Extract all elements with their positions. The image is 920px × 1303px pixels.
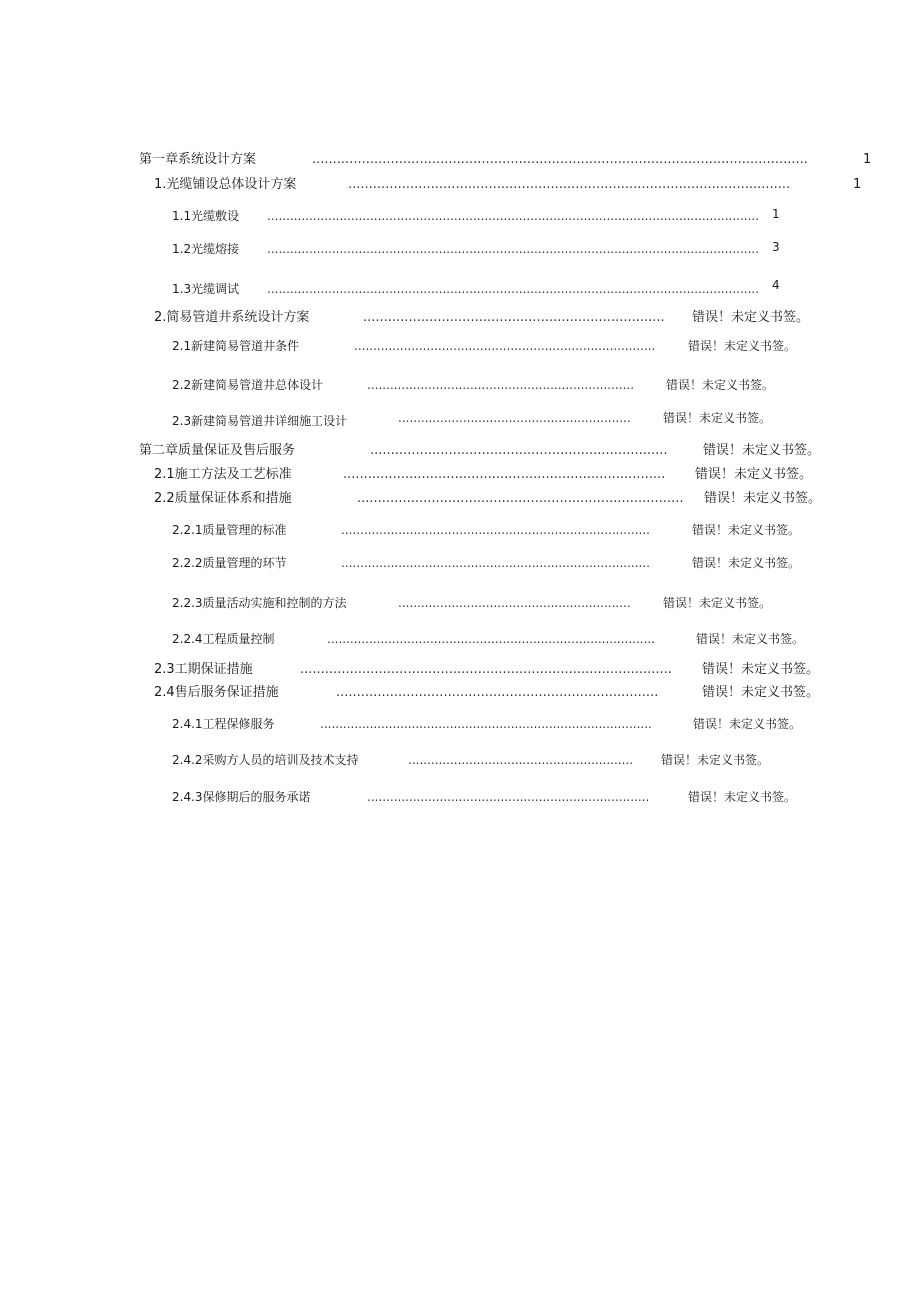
toc-entry-page: 4 xyxy=(772,278,780,292)
toc-entry-leader: ................................................................................................................................. xyxy=(267,210,760,222)
toc-entry-page: 错误！未定义书签。 xyxy=(695,467,813,482)
toc-entry-page: 1 xyxy=(853,177,862,192)
toc-entry-title: 2.1施工方法及工艺标准 xyxy=(154,467,292,482)
toc-entry-title: 2.4.2采购方人员的培训及技术支持 xyxy=(172,753,359,767)
toc-entry-leader: ............................................................. xyxy=(398,412,631,424)
toc-entry-leader: ....................................................................................... xyxy=(320,718,652,730)
toc-entry-title: 2.4售后服务保证措施 xyxy=(154,685,279,700)
toc-entry-leader: ........................................................... xyxy=(408,754,634,766)
toc-entry-page: 1 xyxy=(772,207,780,221)
toc-entry-leader: ................................................................................................................................. xyxy=(267,283,760,295)
toc-entry-page: 错误！未定义书签。 xyxy=(702,662,820,677)
toc-entry-leader: ............................................................................... xyxy=(354,340,656,352)
toc-entry-title: 第一章系统设计方案 xyxy=(139,152,257,167)
toc-entry-page: 错误！未定义书签。 xyxy=(688,339,797,353)
toc-entry-page: 错误！未定义书签。 xyxy=(666,378,775,392)
toc-entry-page: 错误！未定义书签。 xyxy=(702,685,820,700)
toc-entry-title: 2.2.1质量管理的标准 xyxy=(172,523,287,537)
toc-entry-leader: ...................................................................................... xyxy=(327,633,656,645)
toc-entry-page: 错误！未定义书签。 xyxy=(688,790,797,804)
toc-entry-leader: ............................................................. xyxy=(398,597,631,609)
toc-entry-title: 2.2新建简易管道井总体设计 xyxy=(172,378,324,392)
toc-entry-page: 错误！未定义书签。 xyxy=(703,443,821,458)
toc-entry-page: 错误！未定义书签。 xyxy=(661,753,770,767)
toc-entry-title: 2.4.1工程保修服务 xyxy=(172,717,275,731)
toc-entry-title: 2.3工期保证措施 xyxy=(154,662,253,677)
toc-entry-leader: .............................................................................. xyxy=(336,686,659,699)
toc-entry-page: 错误！未定义书签。 xyxy=(663,596,772,610)
toc-entry-page: 错误！未定义书签。 xyxy=(696,632,805,646)
toc-entry-leader: ...................................................................... xyxy=(367,379,635,391)
toc-entry-title: 2.2质量保证体系和措施 xyxy=(154,491,292,506)
toc-entry-leader: .............................................................................. xyxy=(343,468,666,481)
toc-entry-leader: .......................................................................................... xyxy=(300,663,672,676)
toc-entry-leader: .......................................................................... xyxy=(367,791,650,803)
toc-entry-title: 2.1新建简易管道井条件 xyxy=(172,339,300,353)
toc-entry-page: 错误！未定义书签。 xyxy=(663,411,772,425)
toc-entry-page: 错误！未定义书签。 xyxy=(704,491,822,506)
toc-entry-page: 错误！未定义书签。 xyxy=(692,556,801,570)
toc-entry-page: 错误！未定义书签。 xyxy=(692,523,801,537)
toc-entry-page: 1 xyxy=(863,152,872,167)
toc-entry-page: 错误！未定义书签。 xyxy=(693,717,802,731)
toc-entry-page: 3 xyxy=(772,240,780,254)
toc-entry-leader: ................................................................................. xyxy=(341,557,650,569)
toc-entry-leader: ................................................................................. xyxy=(341,524,650,536)
toc-entry-title: 2.2.3质量活动实施和控制的方法 xyxy=(172,596,347,610)
toc-entry-leader: ............................................................................... xyxy=(357,492,684,505)
toc-entry-leader: ........................................................................................................... xyxy=(348,178,791,191)
toc-entry-leader: ........................................................................ xyxy=(370,444,668,457)
toc-entry-title: 1.3光缆调试 xyxy=(172,282,240,296)
toc-entry-leader: ................................................................................................................................. xyxy=(267,243,760,255)
toc-entry-title: 2.3新建简易管道井详细施工设计 xyxy=(172,414,348,428)
toc-entry-title: 2.2.4工程质量控制 xyxy=(172,632,275,646)
toc-entry-title: 2.4.3保修期后的服务承诺 xyxy=(172,790,311,804)
toc-entry-leader: ......................................................................... xyxy=(363,311,665,324)
toc-entry-title: 1.光缆铺设总体设计方案 xyxy=(154,177,297,192)
toc-entry-title: 第二章质量保证及售后服务 xyxy=(139,443,296,458)
toc-entry-title: 1.1光缆敷设 xyxy=(172,209,240,223)
toc-entry-title: 2.2.2质量管理的环节 xyxy=(172,556,287,570)
toc-entry-title: 2.简易管道井系统设计方案 xyxy=(154,310,310,325)
toc-entry-leader: ........................................................................................................................ xyxy=(312,153,808,166)
toc-entry-page: 错误！未定义书签。 xyxy=(692,310,810,325)
toc-entry-title: 1.2光缆熔接 xyxy=(172,242,240,256)
